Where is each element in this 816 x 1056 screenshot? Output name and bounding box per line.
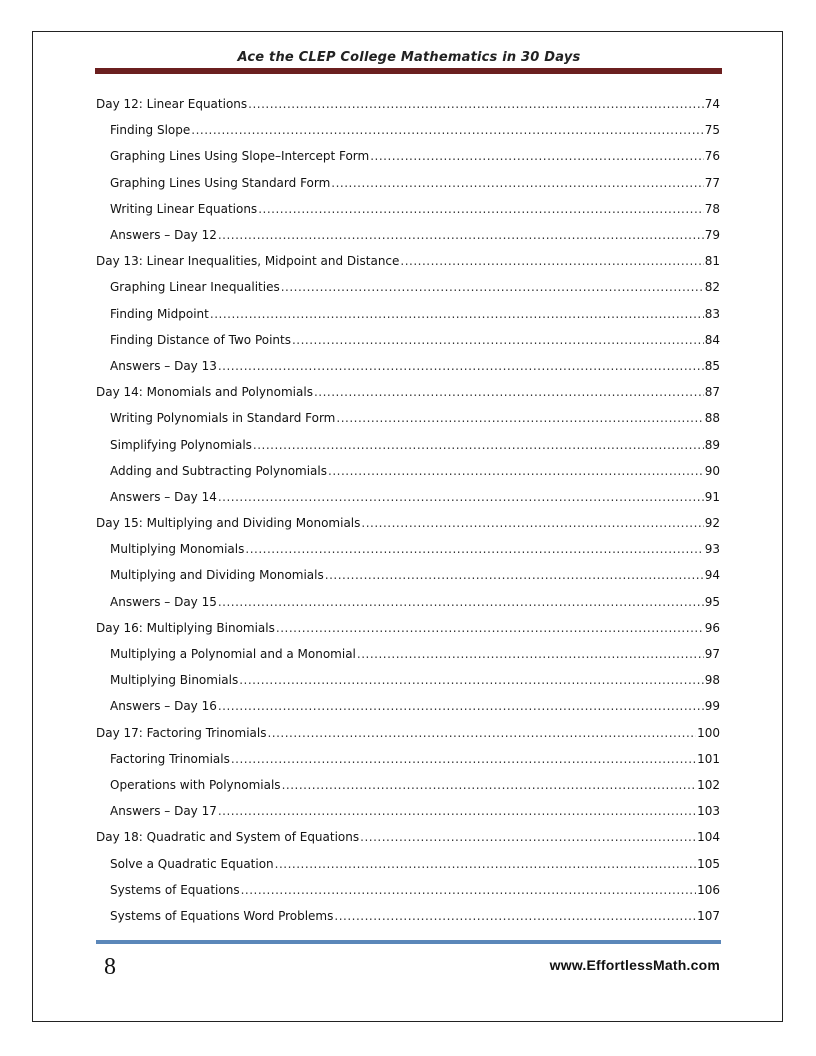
toc-dot-leader — [248, 97, 704, 111]
toc-dot-leader — [334, 909, 696, 923]
toc-entry-page: 78 — [704, 201, 720, 216]
table-of-contents — [96, 91, 720, 929]
toc-dot-leader — [218, 595, 704, 609]
toc-dot-leader — [218, 359, 704, 373]
toc-entry-page: 104 — [697, 830, 720, 845]
toc-section-entry[interactable] — [96, 772, 720, 798]
toc-entry-label: Multiplying Binomials — [110, 673, 239, 688]
toc-entry-label: Graphing Lines Using Standard Form — [110, 175, 331, 190]
toc-entry-page: 101 — [697, 751, 720, 766]
toc-section-entry[interactable] — [96, 589, 720, 615]
toc-entry-label: Systems of Equations Word Problems — [110, 908, 334, 923]
toc-section-entry[interactable] — [96, 117, 720, 143]
toc-entry-label: Day 17: Factoring Trinomials — [96, 725, 267, 740]
toc-entry-page: 81 — [704, 254, 720, 269]
toc-entry-page: 96 — [704, 620, 720, 635]
toc-entry-label: Multiplying and Dividing Monomials — [110, 568, 324, 583]
toc-entry-page: 99 — [704, 699, 720, 714]
toc-section-entry[interactable] — [96, 877, 720, 903]
toc-entry-label: Answers – Day 17 — [110, 804, 217, 819]
toc-section-entry[interactable] — [96, 405, 720, 431]
toc-entry-label: Answers – Day 12 — [110, 228, 217, 243]
toc-entry-page: 90 — [704, 463, 720, 478]
footer-rule — [96, 940, 721, 944]
toc-entry-page: 79 — [704, 228, 720, 243]
toc-section-entry[interactable] — [96, 222, 720, 248]
toc-entry-label: Operations with Polynomials — [110, 777, 281, 792]
toc-chapter-entry[interactable] — [96, 379, 720, 405]
toc-section-entry[interactable] — [96, 746, 720, 772]
toc-entry-page: 93 — [704, 542, 720, 557]
toc-dot-leader — [282, 778, 697, 792]
toc-chapter-entry[interactable] — [96, 615, 720, 641]
toc-dot-leader — [400, 254, 703, 268]
toc-entry-page: 98 — [704, 673, 720, 688]
toc-chapter-entry[interactable] — [96, 510, 720, 536]
toc-section-entry[interactable] — [96, 667, 720, 693]
toc-dot-leader — [241, 883, 697, 897]
toc-entry-label: Multiplying a Polynomial and a Monomial — [110, 647, 356, 662]
toc-entry-page: 107 — [697, 908, 720, 923]
page-number: 8 — [104, 954, 116, 980]
toc-entry-label: Answers – Day 14 — [110, 489, 217, 504]
toc-dot-leader — [231, 752, 696, 766]
toc-entry-label: Multiplying Monomials — [110, 542, 245, 557]
toc-entry-label: Writing Linear Equations — [110, 201, 258, 216]
toc-entry-page: 84 — [704, 332, 720, 347]
toc-dot-leader — [281, 280, 704, 294]
toc-entry-page: 76 — [704, 149, 720, 164]
toc-section-entry[interactable] — [96, 143, 720, 169]
toc-entry-label: Day 12: Linear Equations — [96, 97, 248, 112]
toc-entry-page: 106 — [697, 882, 720, 897]
toc-chapter-entry[interactable] — [96, 248, 720, 274]
toc-entry-label: Finding Slope — [110, 123, 191, 138]
toc-section-entry[interactable] — [96, 353, 720, 379]
toc-dot-leader — [314, 385, 704, 399]
toc-entry-label: Graphing Linear Inequalities — [110, 280, 280, 295]
toc-entry-page: 75 — [704, 123, 720, 138]
toc-dot-leader — [210, 307, 704, 321]
toc-section-entry[interactable] — [96, 301, 720, 327]
toc-entry-page: 87 — [704, 385, 720, 400]
toc-entry-label: Answers – Day 15 — [110, 594, 217, 609]
toc-entry-label: Simplifying Polynomials — [110, 437, 252, 452]
toc-section-entry[interactable] — [96, 170, 720, 196]
toc-section-entry[interactable] — [96, 693, 720, 719]
toc-dot-leader — [218, 804, 696, 818]
header-rule — [95, 68, 722, 74]
toc-entry-page: 77 — [704, 175, 720, 190]
toc-dot-leader — [325, 568, 704, 582]
toc-dot-leader — [267, 726, 696, 740]
toc-entry-page: 94 — [704, 568, 720, 583]
toc-entry-label: Solve a Quadratic Equation — [110, 856, 274, 871]
toc-dot-leader — [357, 647, 704, 661]
toc-entry-page: 91 — [704, 489, 720, 504]
toc-section-entry[interactable] — [96, 327, 720, 353]
toc-chapter-entry[interactable] — [96, 720, 720, 746]
toc-dot-leader — [361, 516, 703, 530]
toc-entry-label: Answers – Day 16 — [110, 699, 217, 714]
toc-entry-page: 105 — [697, 856, 720, 871]
toc-section-entry[interactable] — [96, 641, 720, 667]
toc-dot-leader — [218, 228, 704, 242]
toc-dot-leader — [331, 176, 703, 190]
toc-dot-leader — [239, 673, 703, 687]
toc-dot-leader — [218, 490, 704, 504]
toc-section-entry[interactable] — [96, 484, 720, 510]
toc-entry-page: 100 — [697, 725, 720, 740]
toc-entry-page: 97 — [704, 647, 720, 662]
toc-section-entry[interactable] — [96, 196, 720, 222]
toc-dot-leader — [292, 333, 704, 347]
website-url: www.EffortlessMath.com — [549, 957, 720, 973]
toc-entry-label: Day 13: Linear Inequalities, Midpoint and Distance — [96, 254, 400, 269]
toc-dot-leader — [275, 857, 696, 871]
toc-dot-leader — [328, 464, 704, 478]
toc-dot-leader — [360, 830, 696, 844]
toc-section-entry[interactable] — [96, 798, 720, 824]
toc-chapter-entry[interactable] — [96, 91, 720, 117]
toc-dot-leader — [276, 621, 704, 635]
toc-entry-label: Factoring Trinomials — [110, 751, 230, 766]
toc-section-entry[interactable] — [96, 903, 720, 929]
toc-dot-leader — [218, 699, 704, 713]
toc-entry-page: 89 — [704, 437, 720, 452]
toc-entry-label: Adding and Subtracting Polynomials — [110, 463, 327, 478]
toc-section-entry[interactable] — [96, 562, 720, 588]
toc-entry-page: 74 — [704, 97, 720, 112]
toc-entry-page: 103 — [697, 804, 720, 819]
toc-entry-page: 85 — [704, 358, 720, 373]
toc-entry-label: Finding Midpoint — [110, 306, 209, 321]
toc-entry-label: Graphing Lines Using Slope–Intercept Form — [110, 149, 370, 164]
toc-dot-leader — [253, 438, 704, 452]
toc-dot-leader — [258, 202, 704, 216]
toc-section-entry[interactable] — [96, 536, 720, 562]
toc-dot-leader — [191, 123, 703, 137]
toc-dot-leader — [336, 411, 703, 425]
toc-entry-page: 83 — [704, 306, 720, 321]
toc-section-entry[interactable] — [96, 431, 720, 457]
toc-section-entry[interactable] — [96, 850, 720, 876]
toc-entry-page: 92 — [704, 516, 720, 531]
toc-entry-label: Day 15: Multiplying and Dividing Monomials — [96, 516, 361, 531]
toc-entry-label: Answers – Day 13 — [110, 358, 217, 373]
toc-dot-leader — [245, 542, 703, 556]
toc-entry-label: Finding Distance of Two Points — [110, 332, 291, 347]
toc-chapter-entry[interactable] — [96, 824, 720, 850]
toc-entry-label: Day 16: Multiplying Binomials — [96, 620, 275, 635]
toc-entry-label: Day 14: Monomials and Polynomials — [96, 385, 313, 400]
toc-dot-leader — [370, 149, 704, 163]
toc-entry-page: 102 — [697, 777, 720, 792]
toc-entry-page: 82 — [704, 280, 720, 295]
toc-section-entry[interactable] — [96, 458, 720, 484]
toc-entry-page: 95 — [704, 594, 720, 609]
toc-entry-page: 88 — [704, 411, 720, 426]
toc-section-entry[interactable] — [96, 274, 720, 300]
toc-entry-label: Writing Polynomials in Standard Form — [110, 411, 336, 426]
toc-entry-label: Systems of Equations — [110, 882, 240, 897]
running-header-title: Ace the CLEP College Mathematics in 30 Days — [237, 50, 581, 65]
toc-entry-label: Day 18: Quadratic and System of Equations — [96, 830, 360, 845]
